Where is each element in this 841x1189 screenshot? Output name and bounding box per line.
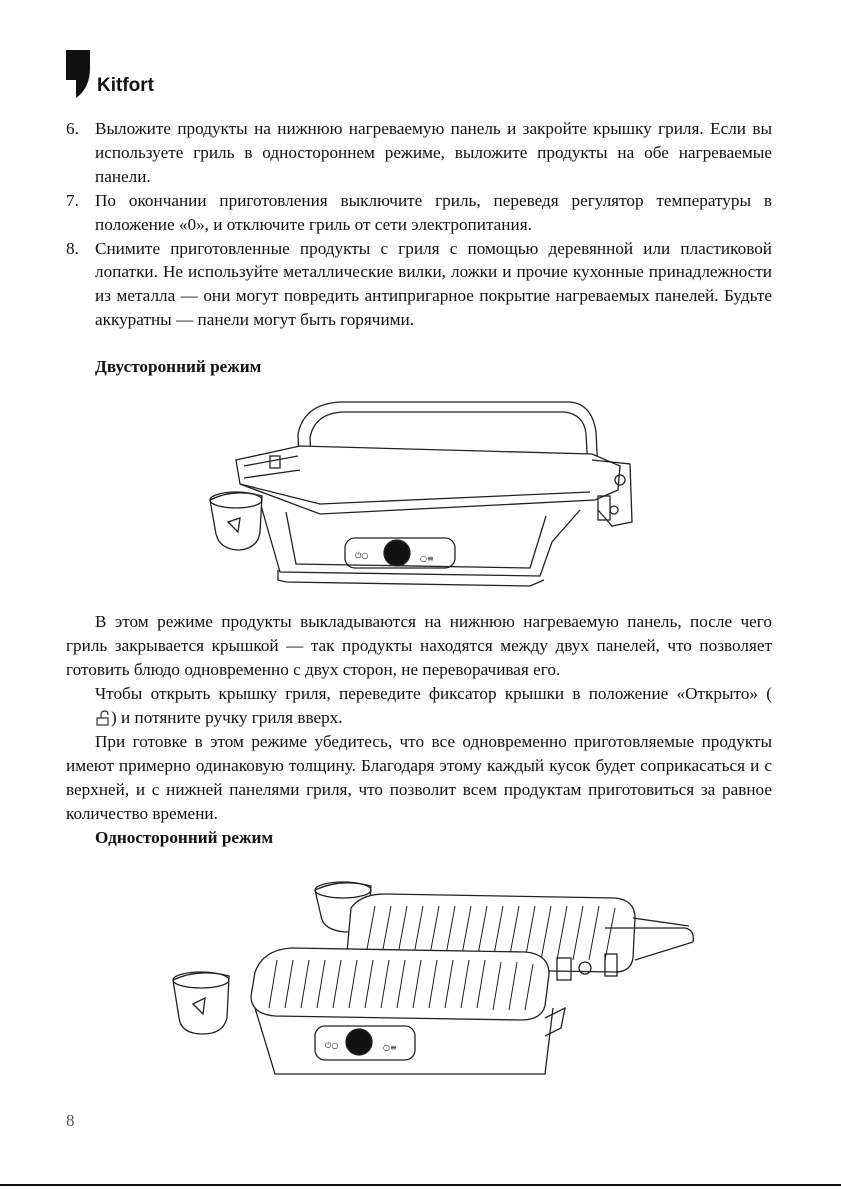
open-grill-illustration	[165, 868, 725, 1083]
steps-block	[66, 117, 772, 332]
svg-text:⏻○: ⏻○	[325, 1041, 339, 1050]
svg-text:○≡: ○≡	[383, 1043, 397, 1052]
list-item	[66, 189, 772, 237]
page-number: 8	[66, 1111, 75, 1130]
step-text: Снимите приготовленные продукты с гриля с помощью деревянной или пластиковой лопатки. Не используйте металлические вилки, ложки и прочие кухонные принадлежности из металла — они могут повредить антипригарное покрытие нагреваемых панелей. Будьте аккуратны — панели могут быть горячими.	[95, 238, 772, 330]
paragraph	[66, 682, 772, 733]
bottom-rule	[0, 1184, 841, 1186]
paragraph-text: ) и потяните ручку гриля вверх.	[111, 707, 343, 727]
steps-list	[66, 117, 772, 332]
closed-grill-illustration	[200, 392, 650, 607]
paragraph-text: Чтобы открыть крышку гриля, переведите фиксатор крышки в положение «Открыто» (	[95, 684, 772, 703]
logo-text: Kitfort	[97, 75, 154, 96]
step-number: 7.	[66, 190, 79, 210]
list-item	[66, 117, 772, 189]
step-number: 8.	[66, 238, 79, 258]
step-text: Выложите продукты на нижнюю нагреваемую панель и закройте крышку гриля. Если вы используете гриль в одностороннем режиме, выложите продукты на обе нагреваемые панели.	[95, 119, 772, 186]
paragraph: В этом режиме продукты выкладываются на нижнюю нагреваемую панель, после чего гриль закрывается крышкой — так продукты находятся между двух панелей, что позволяет готовить блюдо одновременно с двух сторон, не переворачивая его.	[66, 612, 772, 679]
section-heading-double: Двусторонний режим	[95, 357, 262, 376]
step-text: По окончании приготовления выключите гриль, переведя регулятор температуры в положение «0», и отключите гриль от сети электропитания.	[95, 190, 772, 234]
step-number: 6.	[66, 119, 79, 138]
paragraph: При готовке в этом режиме убедитесь, что все одновременно приготовляемые продукты имеют примерно одинаковую толщину. Благодаря этому каждый кусок будет соприкасаться и с верхней, и с нижней панелями гриля, что позволит всем продуктам приготовиться за равное количество времени.	[66, 732, 772, 823]
svg-text:○≡: ○≡	[420, 554, 434, 563]
svg-text:⏻○: ⏻○	[355, 551, 369, 560]
list-item	[66, 237, 772, 333]
section-heading-single: Односторонний режим	[95, 828, 274, 847]
